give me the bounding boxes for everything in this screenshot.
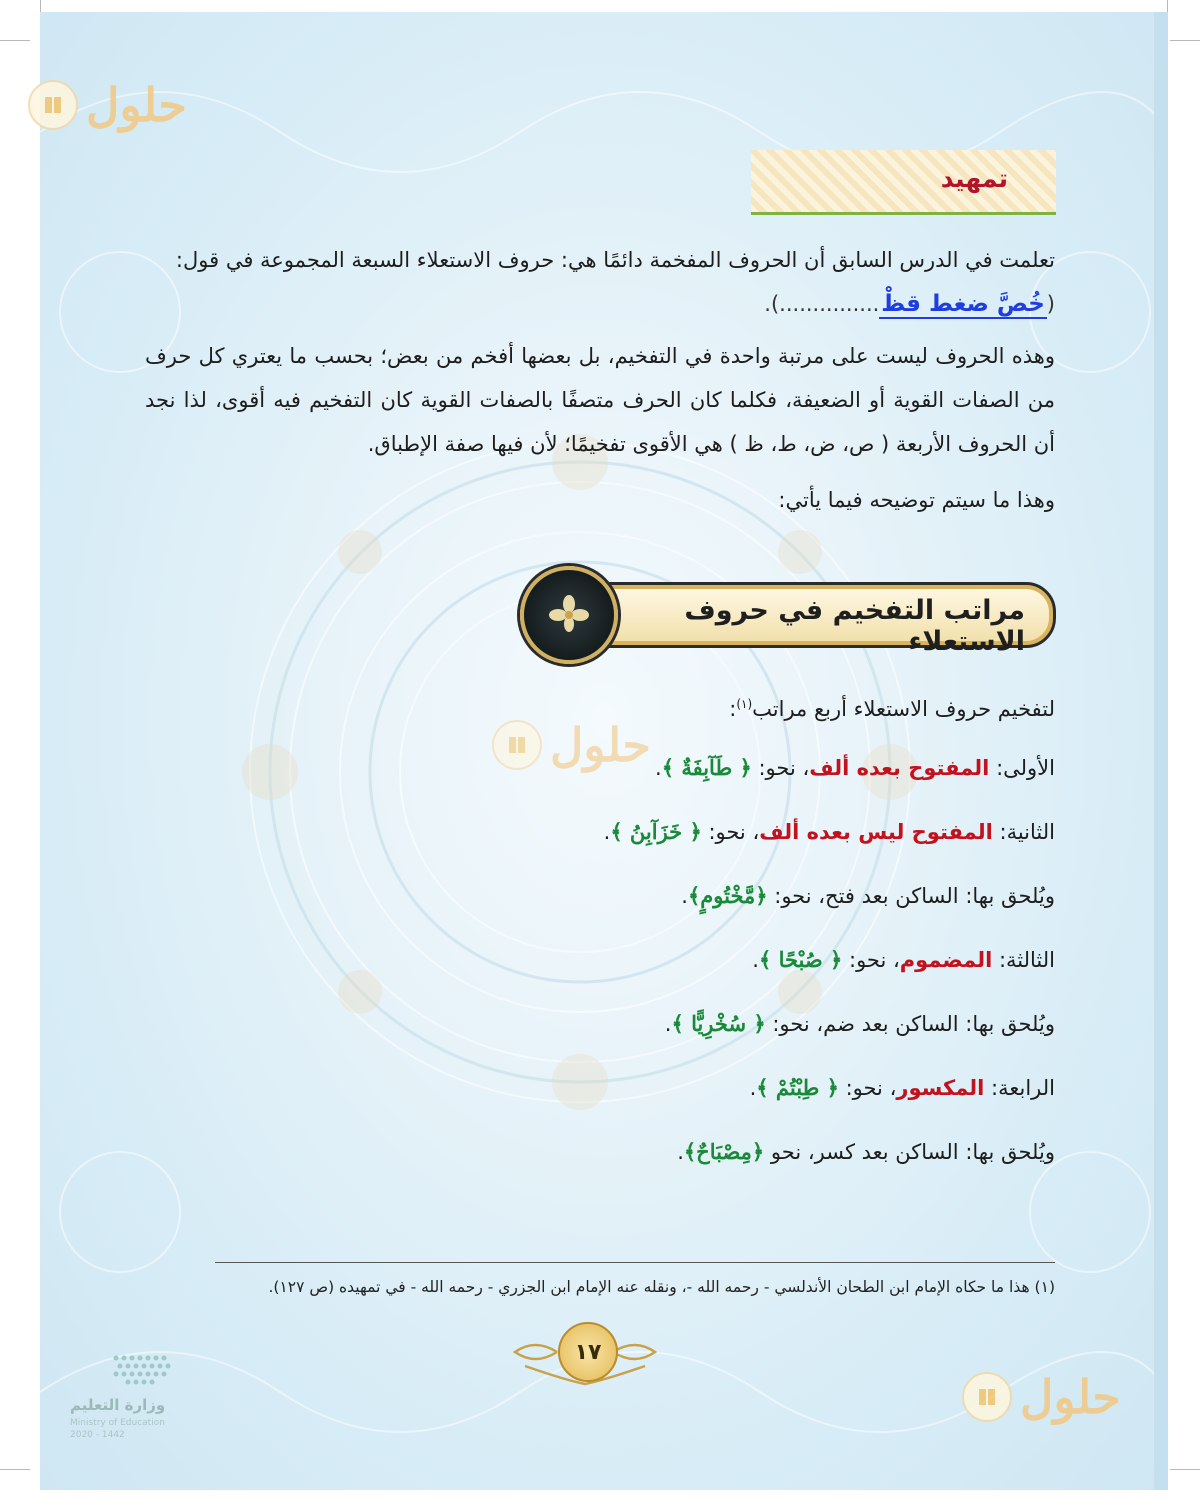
intro-paragraph-2: وهذه الحروف ليست على مرتبة واحدة في التفخيم، بل بعضها أفخم من بعض؛ بحسب ما يعتري كل حرف من الصفات القوية أو الضعيفة، فكلما كان الحرف متصفًا بالصفات القوية كان التفخيم فيه أقوى، لذا نجد أن الحروف الأربعة ( ص، ض، ط، ظ ) هي الأقوى تفخيمًا؛ لأن فيها صفة الإطباق. <box>145 344 1055 456</box>
quran-example: ﴿ طَآبِفَةٌ ﴾ <box>661 755 752 780</box>
quran-example: ﴿ طِبْتُمْ ﴾ <box>756 1075 839 1100</box>
book-icon <box>28 80 78 130</box>
rank-name: المضموم <box>899 948 993 972</box>
watermark-text: حلول <box>86 78 187 132</box>
banner-bar <box>564 582 1056 657</box>
item-end: . <box>655 756 662 780</box>
section-banner <box>520 566 1060 658</box>
list-item <box>155 1004 1055 1068</box>
ministry-logo <box>62 1352 212 1442</box>
list-item <box>155 812 1055 876</box>
intro-line-1: تعلمت في الدرس السابق أن الحروف المفخمة دائمًا هي: حروف الاستعلاء السبعة المجموعة في قول: <box>175 248 1055 272</box>
item-mid: ، نحو: <box>842 948 900 972</box>
ranks-intro-text: لتفخيم حروف الاستعلاء أربع مراتب <box>752 697 1055 721</box>
watermark-top-left <box>28 78 187 132</box>
quran-example: ﴿مِصْبَاحٌ﴾ <box>683 1139 765 1164</box>
rank-name: المكسور <box>896 1076 985 1100</box>
rank-name: المفتوح بعده ألف <box>809 756 990 780</box>
quran-example: ﴿ صُبْحًا ﴾ <box>758 947 843 972</box>
ranks-intro-end: : <box>729 697 737 721</box>
list-item <box>155 940 1055 1004</box>
ranks-intro <box>155 684 1055 748</box>
ministry-dots-icon <box>110 1352 180 1388</box>
ranks-list <box>155 684 1055 1196</box>
banner-title: مراتب التفخيم في حروف الاستعلاء <box>684 595 1025 657</box>
item-prefix: الثانية: <box>992 820 1055 844</box>
item-mid: ، نحو: <box>751 756 810 780</box>
list-item <box>155 748 1055 812</box>
intro-blank-line <box>145 282 1055 326</box>
item-prefix: ويُلحق بها: الساكن بعد كسر، نحو <box>764 1140 1055 1164</box>
watermark-bottom-right <box>962 1370 1121 1424</box>
intro-paragraph-1 <box>145 238 1055 326</box>
page-number-ornament <box>505 1318 665 1388</box>
item-end: . <box>752 948 759 972</box>
list-item <box>155 1132 1055 1196</box>
item-prefix: ويُلحق بها: الساكن بعد فتح، نحو: <box>767 884 1055 908</box>
ministry-name: وزارة التعليم <box>70 1396 166 1414</box>
intro-paragraph-3: وهذا ما سيتم توضيحه فيما يأتي: <box>778 488 1055 512</box>
page-edge <box>1154 12 1168 1490</box>
item-prefix: الرابعة: <box>984 1076 1055 1100</box>
item-prefix: ويُلحق بها: الساكن بعد ضم، نحو: <box>765 1012 1055 1036</box>
item-end: . <box>681 884 688 908</box>
blank-close: ...............). <box>764 292 880 316</box>
ministry-subline: Ministry of Education <box>70 1418 165 1428</box>
item-end: . <box>603 820 611 844</box>
handwritten-answer: خُصَّ ضغط قظْ <box>881 291 1045 317</box>
footnote-divider <box>215 1262 1055 1263</box>
item-end: . <box>677 1140 684 1164</box>
watermark-text: حلول <box>1020 1370 1121 1424</box>
ministry-year: 2020 - 1442 <box>70 1430 125 1440</box>
flower-icon <box>520 566 618 664</box>
page-number: ١٧ <box>558 1322 618 1382</box>
quran-example: ﴿مَّخْتُومٍ﴾ <box>687 883 768 908</box>
item-prefix: الثالثة: <box>992 948 1055 972</box>
quran-example: ﴿ خَزَآبِنُ ﴾ <box>610 819 702 844</box>
list-item <box>155 876 1055 940</box>
book-icon <box>962 1372 1012 1422</box>
item-prefix: الأولى: <box>989 756 1055 780</box>
footnote-marker: (١) <box>736 697 753 711</box>
item-end: . <box>664 1012 672 1036</box>
quran-example: ﴿ سُخْرِيًّا ﴾ <box>671 1011 766 1036</box>
section-tag <box>751 150 1056 215</box>
item-mid: ، نحو: <box>838 1076 897 1100</box>
footnote: (١) هذا ما حكاه الإمام ابن الطحان الأندلسي - رحمه الله -، ونقله عنه الإمام ابن الجزري - رحمه الله - في تمهيده (ص ١٢٧). <box>268 1278 1055 1296</box>
list-item <box>155 1068 1055 1132</box>
rank-name: المفتوح ليس بعده ألف <box>759 820 993 844</box>
item-end: . <box>749 1076 757 1100</box>
watermark-text: حلول <box>550 718 651 772</box>
blank-open: ( <box>1046 292 1055 316</box>
item-mid: ، نحو: <box>701 820 760 844</box>
section-tag-label: تمهيد <box>940 164 1008 193</box>
